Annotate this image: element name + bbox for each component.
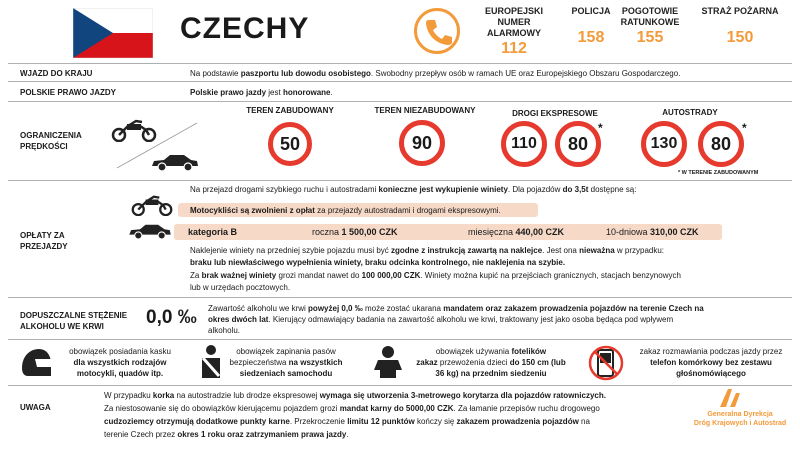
text: kończy się [414, 417, 457, 426]
text: . Dla pojazdów [507, 185, 563, 194]
vignette-10day [606, 227, 699, 238]
divider [8, 385, 792, 386]
divider [8, 180, 792, 181]
text: . Swobodny przepływ osób w ramach UE oraz Europejskiego Obszaru Gospodarczego. [370, 69, 681, 78]
divider [8, 101, 792, 102]
text-bold: paszportu lub dowodu osobistego [240, 69, 371, 78]
alcohol-limit: 0,0 ‰ [146, 307, 197, 328]
text: . Za łamanie przepisów ruchu drogowego [453, 404, 600, 413]
text-bold: bez zestawu [725, 358, 772, 367]
text: 10-dniowa [606, 227, 651, 237]
emergency-number: 158 [577, 29, 605, 46]
emergency-police [566, 6, 616, 46]
category-expressway: DROGI EKSPRESOWE [512, 109, 598, 118]
car-icon [126, 222, 174, 240]
emergency-number: 112 [501, 40, 527, 57]
emergency-label: EUROPEJSKI NUMER ALARMOWY [484, 6, 544, 38]
footnote-star: * [742, 121, 747, 135]
vignette-note-2: braku lub niewłaściwego wypełnienia winiety, braku odcinka kontrolnego, nie naklejenia na szybie. [190, 258, 566, 267]
text: Za [190, 271, 202, 280]
text: zakaz rozmawiania podczas jazdy przez [639, 347, 783, 356]
text: obowiązek posiadania kasku [69, 347, 171, 356]
text: obowiązek używania [435, 347, 512, 356]
text-bold: 36 kg) na przednim siedzeniu [435, 369, 547, 378]
text: W przypadku [104, 391, 153, 400]
alcohol-text [208, 303, 788, 336]
vignette-monthly [468, 227, 564, 238]
child-seat-icon [370, 344, 406, 382]
text-bold: cudzoziemcy otrzymują dodatkowe punkty karne [104, 417, 290, 426]
text-bold: wymaga się utworzenia 3-metrowego korytarza dla pojazdów ratowniczych. [319, 391, 606, 400]
duty-seatbelt [226, 346, 346, 379]
alcohol-label: DOPUSZCZALNE STĘŻENIE ALKOHOLU WE KRWI [20, 311, 128, 331]
text: bezpieczeństwa [229, 358, 289, 367]
no-phone-icon [588, 344, 624, 382]
text-bold: powyżej 0,0 ‰ [308, 304, 363, 313]
divider [8, 81, 792, 82]
text-bold: korka [152, 391, 175, 400]
car-icon [150, 152, 200, 172]
price: 310,00 CZK [650, 227, 699, 237]
text-bold: 100 000,00 CZK [361, 271, 421, 280]
notice-line-4 [104, 429, 694, 440]
text: w przypadku: [614, 246, 665, 255]
text-bold: dla wszystkich rodzajów [73, 358, 167, 367]
emergency-fire [700, 6, 780, 46]
speed-sign-expressway: 110 [501, 121, 547, 167]
text: Zawartość alkoholu we krwi [208, 304, 309, 313]
text: Za niestosowanie się do obowiązków kierującemu pojazdem grozi [104, 404, 340, 413]
entry-text [190, 68, 780, 79]
category-urban: TEREN ZABUDOWANY [246, 106, 334, 115]
text-bold: zakazem prowadzenia pojazdów [456, 417, 579, 426]
text-bold: Motocykliści są zwolnieni z opłat [190, 206, 315, 215]
text-bold: Polskie prawo jazdy [190, 88, 267, 97]
vignette-note-3 [190, 270, 780, 281]
emergency-label: STRAŻ POŻARNA [701, 6, 779, 16]
emergency-label: POGOTOWIE RATUNKOWE [620, 6, 680, 27]
text-bold: motocykli, quadów itp. [76, 369, 164, 378]
text: Na przejazd drogami szybkiego ruchu i autostradami [190, 185, 379, 194]
category-rural: TEREN NIEZABUDOWANY [374, 106, 476, 115]
entry-label: WJAZD DO KRAJU [20, 69, 93, 78]
text-bold: konieczne jest wykupienie winiety [378, 185, 508, 194]
notice-line-2 [104, 403, 694, 414]
logo-line: Generalna Dyrekcja [707, 411, 773, 418]
divider [8, 63, 792, 64]
text: na [578, 417, 590, 426]
text: grozi mandat nawet do [276, 271, 362, 280]
text-bold: mandatem oraz zakazem prowadzenia pojazdów na terenie Czech na [443, 304, 704, 313]
emergency-eu [472, 6, 556, 57]
notice-label: UWAGA [20, 403, 51, 412]
text: roczna [312, 227, 342, 237]
text-bold: okres 1 roku oraz zatrzymaniem prawa jazdy [177, 430, 347, 439]
text-bold: zakaz [416, 358, 438, 367]
text-bold: telefon komórkowy [650, 358, 726, 367]
text: Na podstawie [190, 69, 241, 78]
duty-child-seat [406, 346, 576, 379]
motorcycle-icon [130, 194, 174, 216]
text: jest [266, 88, 283, 97]
text-bold: limitu 12 punktów [347, 417, 415, 426]
text: za przejazdy autostradami i drogami ekspresowymi. [314, 206, 501, 215]
text-bold: honorowane [282, 88, 331, 97]
text-bold: do 3,5t [562, 185, 589, 194]
duty-phone [626, 346, 796, 379]
speed-sign-motorway-urban: 80 [698, 121, 744, 167]
text-bold: siedzeniach samochodu [239, 369, 333, 378]
tolls-intro [190, 184, 780, 195]
divider [8, 339, 792, 340]
speed-footnote: * W TERENIE ZABUDOWANYM [678, 170, 759, 176]
logo-line: Dróg Krajowych i Autostrad [693, 420, 787, 427]
text: obowiązek zapinania pasów [236, 347, 336, 356]
speed-sign-expressway-urban: 80 [555, 121, 601, 167]
tolls-label: OPŁATY ZA PRZEJAZDY [20, 231, 68, 251]
text: . Winiety można kupić na przejściach granicznych, stacjach benzynowych [420, 271, 681, 280]
notice-line-3 [104, 416, 694, 427]
vignette-note-4: lub w urzędach pocztowych. [190, 283, 291, 292]
text: terenie Czech przez [104, 430, 178, 439]
text: przewożenia dzieci [437, 358, 510, 367]
duty-helmet [60, 346, 180, 379]
phone-icon [414, 8, 460, 54]
divider [8, 297, 792, 298]
text: . Jest ona [542, 246, 580, 255]
text-bold: na wszystkich [288, 358, 343, 367]
country-title: CZECHY [180, 12, 310, 45]
text: Naklejenie winiety na przedniej szybie pojazdu musi być [190, 246, 391, 255]
footnote-star: * [598, 121, 603, 135]
notice-line-1 [104, 390, 694, 401]
text: . Przekroczenie [289, 417, 348, 426]
text-bold: mandat karny do 5000,00 CZK [339, 404, 454, 413]
text-bold: zgodne z instrukcją zawartą na naklejce [391, 246, 543, 255]
text: . Kierujący odmawiający badania na zawartość alkoholu we krwi, traktowany jest jako osoba będąca pod wpływem [268, 315, 674, 324]
text: . [346, 430, 349, 439]
text-bold: głośnomówiącego [676, 369, 746, 378]
emergency-number: 150 [726, 29, 754, 46]
text-bold: nieważna [579, 246, 615, 255]
text: może zostać ukarana [362, 304, 444, 313]
text: alkoholu. [208, 326, 241, 335]
vignette-category: kategoria B [188, 227, 238, 237]
text: miesięczna [468, 227, 516, 237]
gddkia-logo-icon [718, 389, 740, 407]
text-bold: do 150 cm (lub [509, 358, 566, 367]
text: dostępne są: [588, 185, 637, 194]
price: 1 500,00 CZK [341, 227, 398, 237]
category-motorway: AUTOSTRADY [662, 108, 718, 117]
text: . [330, 88, 333, 97]
speed-sign-motorway: 130 [641, 121, 687, 167]
vignette-yearly [312, 227, 398, 238]
helmet-icon [18, 346, 54, 382]
speed-sign-urban: 50 [268, 122, 312, 166]
speed-label: OGRANICZENIA PRĘDKOŚCI [20, 131, 82, 151]
vignette-note-1 [190, 245, 780, 256]
license-label: POLSKIE PRAWO JAZDY [20, 88, 117, 97]
seatbelt-icon [196, 344, 226, 382]
gddkia-logo-text [690, 410, 790, 428]
emergency-label: POLICJA [571, 6, 611, 16]
speed-sign-rural: 90 [399, 120, 445, 166]
text-bold: brak ważnej winiety [201, 271, 277, 280]
price: 440,00 CZK [515, 227, 565, 237]
header [0, 0, 800, 60]
emergency-number: 155 [636, 29, 664, 46]
text-bold: okres dwóch lat [208, 315, 269, 324]
text: na autostradzie lub drodze ekspresowej [174, 391, 320, 400]
text-bold: fotelików [511, 347, 547, 356]
czech-flag-icon [73, 8, 153, 58]
license-text [190, 87, 780, 98]
emergency-ambulance [618, 6, 682, 46]
moto-text [190, 205, 550, 216]
